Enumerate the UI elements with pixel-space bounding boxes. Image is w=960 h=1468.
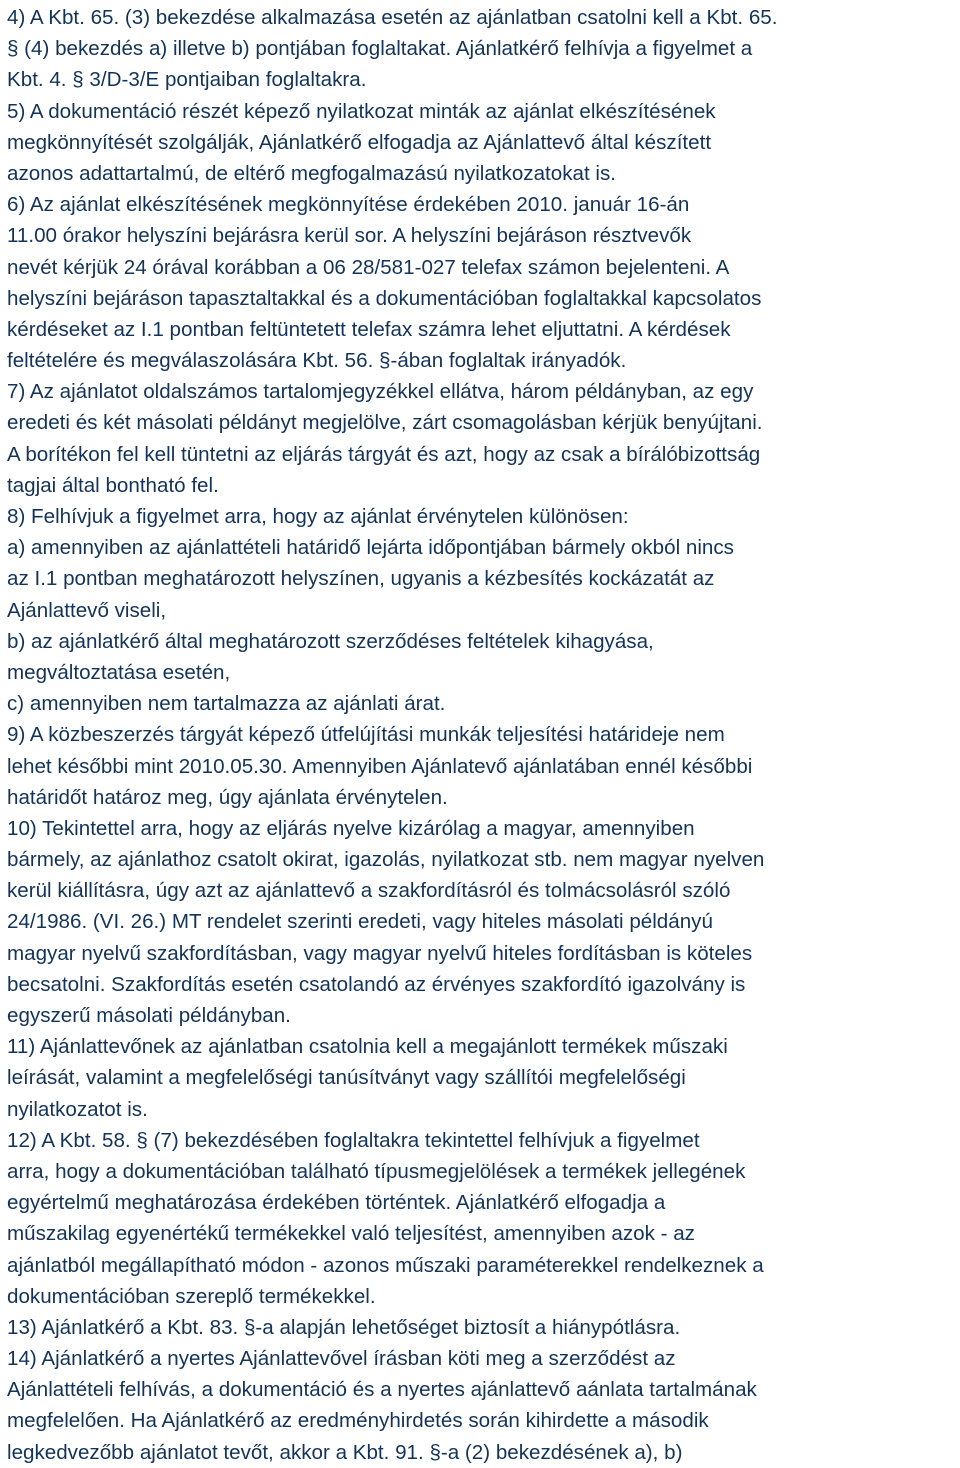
text-line: c) amennyiben nem tartalmazza az ajánlati árat.: [7, 692, 446, 716]
text-line: helyszíni bejáráson tapasztaltakkal és a dokumentációban foglaltakkal kapcsolatos: [7, 286, 762, 310]
text-line: 13) Ajánlatkérő a Kbt. 83. §-a alapján lehetőséget biztosít a hiánypótlásra.: [7, 1315, 681, 1339]
text-line: 4) A Kbt. 65. (3) bekezdése alkalmazása esetén az ajánlatban csatolni kell a Kbt. 65.: [7, 6, 778, 29]
text-line: nevét kérjük 24 órával korábban a 06 28/581-027 telefax számon bejelenteni. A: [7, 255, 730, 279]
text-line: dokumentációban szereplő termékekkel.: [7, 1284, 376, 1308]
text-line: Kbt. 4. § 3/D-3/E pontjaiban foglaltakra.: [7, 68, 367, 92]
text-line: 7) Az ajánlatot oldalszámos tartalomjegyzékkel ellátva, három példányban, az egy: [7, 380, 754, 404]
text-line: 12) A Kbt. 58. § (7) bekezdésében foglaltakra tekintettel felhívjuk a figyelmet: [7, 1128, 700, 1152]
text-line: Ajánlattételi felhívás, a dokumentáció és a nyertes ajánlattevő aánlata tartalmának: [7, 1378, 757, 1402]
text-line: megváltoztatása esetén,: [7, 660, 231, 684]
text-line: ajánlatból megállapítható módon - azonos műszaki paraméterekkel rendelkeznek a: [7, 1253, 764, 1277]
text-line: megfelelően. Ha Ajánlatkérő az eredményhirdetés során kihirdette a második: [7, 1409, 709, 1433]
text-line: bármely, az ajánlathoz csatolt okirat, igazolás, nyilatkozat stb. nem magyar nyelven: [7, 848, 765, 872]
text-line: eredeti és két másolati példányt megjelölve, zárt csomagolásban kérjük benyújtani.: [7, 411, 763, 435]
text-line: 14) Ajánlatkérő a nyertes Ajánlattevővel írásban köti meg a szerződést az: [7, 1347, 676, 1371]
text-line: 8) Felhívjuk a figyelmet arra, hogy az ajánlat érvénytelen különösen:: [7, 505, 629, 528]
text-line: § (4) bekezdés a) illetve b) pontjában foglaltakat. Ajánlatkérő felhívja a figyelmet a: [7, 37, 753, 61]
text-line: tagjai által bontható fel.: [7, 473, 219, 497]
text-line: egyszerű másolati példányban.: [7, 1004, 291, 1027]
text-line: feltételére és megválaszolására Kbt. 56. §-ában foglaltak irányadók.: [7, 349, 627, 373]
text-line: 9) A közbeszerzés tárgyát képező útfelújítási munkák teljesítési határideje nem: [7, 723, 725, 747]
text-line: b) az ajánlatkérő által meghatározott szerződéses feltételek kihagyása,: [7, 629, 654, 653]
text-line: 10) Tekintettel arra, hogy az eljárás nyelve kizárólag a magyar, amennyiben: [7, 816, 695, 840]
text-line: arra, hogy a dokumentációban található típusmegjelölések a termékek jellegének: [7, 1159, 746, 1183]
text-line: leírását, valamint a megfelelőségi tanúsítványt vagy szállítói megfelelőségi: [7, 1066, 686, 1090]
text-line: legkedvezőbb ajánlatot tevőt, akkor a Kbt. 91. §-a (2) bekezdésének a), b): [7, 1440, 683, 1464]
text-line: Ajánlattevő viseli,: [7, 598, 167, 622]
text-line: A borítékon fel kell tüntetni az eljárás tárgyát és azt, hogy az csak a bírálóbizottság: [7, 442, 761, 466]
text-line: a) amennyiben az ajánlattételi határidő lejárta időpontjában bármely okból nincs: [7, 536, 734, 560]
text-line: határidőt határoz meg, úgy ajánlata érvénytelen.: [7, 785, 448, 809]
text-line: 11.00 órakor helyszíni bejárásra kerül sor. A helyszíni bejáráson résztvevők: [7, 224, 692, 248]
text-line: 24/1986. (VI. 26.) MT rendelet szerinti eredeti, vagy hiteles másolati példányú: [7, 910, 713, 934]
text-line: 6) Az ajánlat elkészítésének megkönnyítése érdekében 2010. január 16-án: [7, 193, 690, 217]
text-line: nyilatkozatot is.: [7, 1097, 148, 1121]
text-line: kérdéseket az I.1 pontban feltüntetett telefax számra lehet eljuttatni. A kérdések: [7, 317, 731, 341]
text-line: becsatolni. Szakfordítás esetén csatolandó az érvényes szakfordító igazolvány is: [7, 972, 746, 996]
text-line: lehet későbbi mint 2010.05.30. Amennyiben Ajánlatevő ajánlatában ennél későbbi: [7, 754, 753, 778]
text-line: 11) Ajánlattevőnek az ajánlatban csatolnia kell a megajánlott termékek műszaki: [7, 1035, 728, 1059]
text-line: egyértelmű meghatározása érdekében történtek. Ajánlatkérő elfogadja a: [7, 1191, 666, 1215]
text-line: megkönnyítését szolgálják, Ajánlatkérő elfogadja az Ajánlattevő által készített: [7, 130, 712, 154]
document-body: [7, 2, 957, 1468]
text-line: kerül kiállításra, úgy azt az ajánlattevő a szakfordításról és tolmácsolásról szóló: [7, 879, 731, 903]
text-line: magyar nyelvű szakfordításban, vagy magyar nyelvű hiteles fordításban is köteles: [7, 941, 753, 965]
text-line: azonos adattartalmú, de eltérő megfogalmazású nyilatkozatokat is.: [7, 161, 616, 185]
text-line: 5) A dokumentáció részét képező nyilatkozat minták az ajánlat elkészítésének: [7, 99, 716, 123]
text-line: az I.1 pontban meghatározott helyszínen, ugyanis a kézbesítés kockázatát az: [7, 567, 715, 591]
text-line: műszakilag egyenértékű termékekkel való teljesítést, amennyiben azok - az: [7, 1222, 695, 1246]
